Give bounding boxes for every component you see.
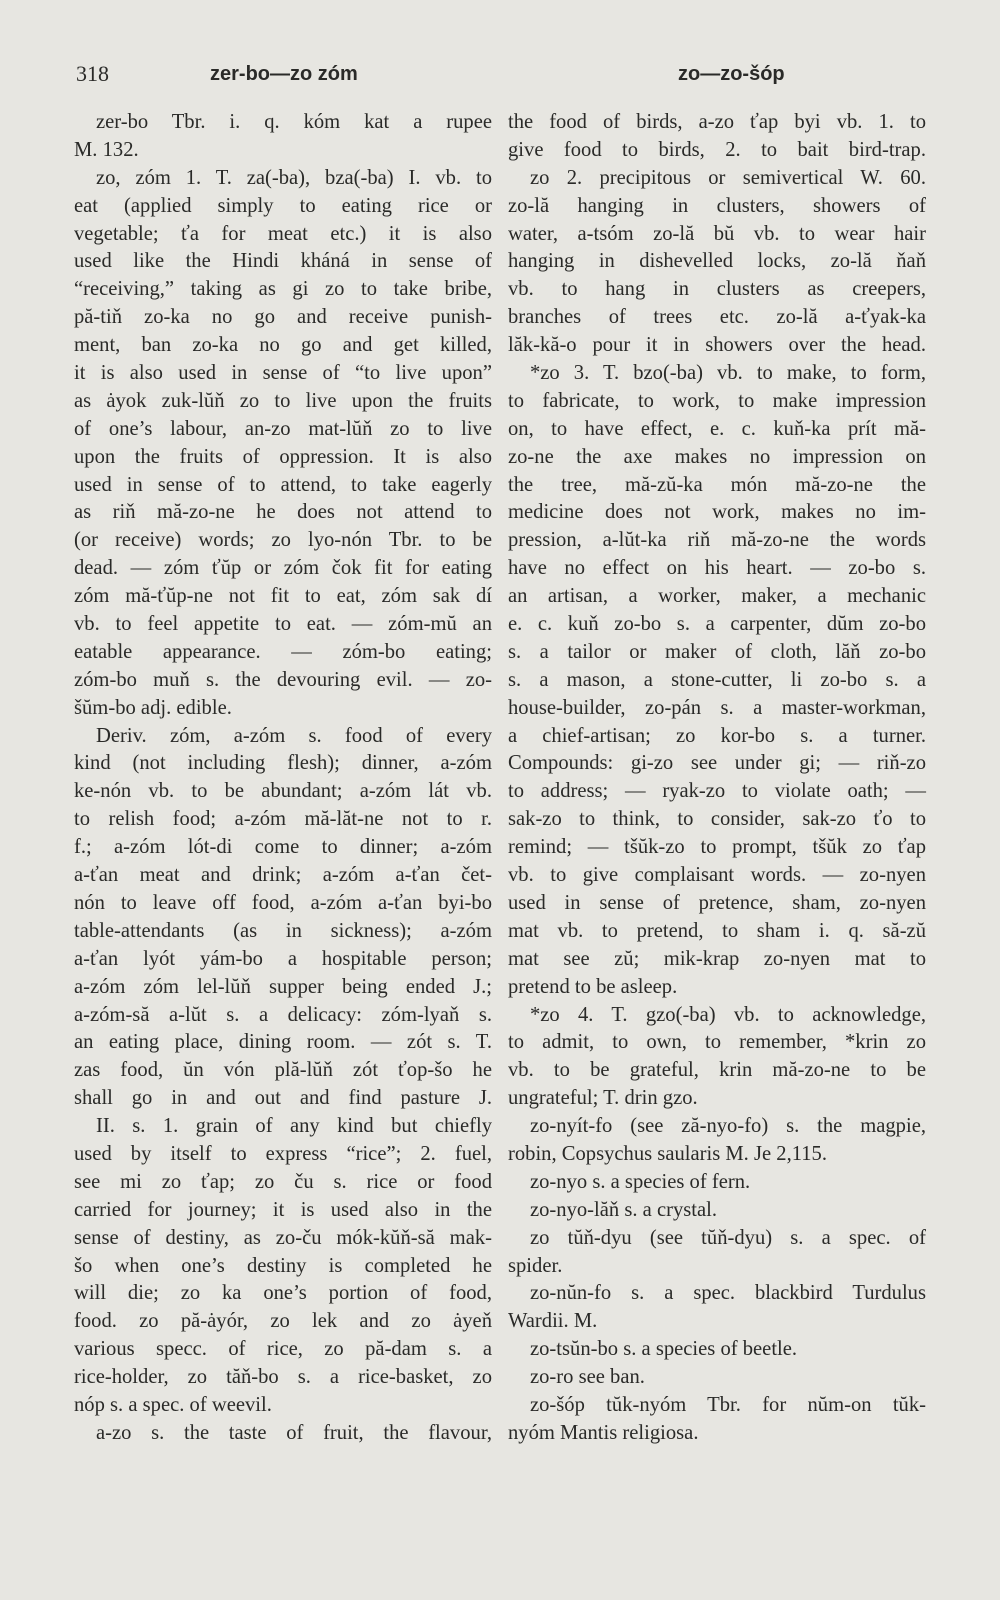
- text-line: ke-nón vb. to be abundant; a-zóm lát vb.: [74, 780, 492, 803]
- text-line: eatable appearance. — zóm-bo eating;: [74, 640, 492, 663]
- text-line: zer-bo Tbr. i. q. kóm kat a rupee: [96, 111, 492, 133]
- text-line: sak-zo to think, to consider, sak-zo ťo to: [508, 808, 926, 831]
- text-line: rice-holder, zo tăň-bo s. a rice-basket, zo: [74, 1366, 492, 1389]
- text-line: zo-tsŭn-bo s. a species of beetle.: [530, 1338, 798, 1361]
- text-line: on, to have effect, e. c. kuň-ka prít mă-: [508, 417, 926, 440]
- text-line: šo when one’s destiny is completed he: [74, 1254, 492, 1277]
- text-line: eat (applied simply to eating rice or: [74, 194, 492, 217]
- text-line: vb. to give complaisant words. — zo-nyen: [508, 864, 926, 887]
- text-line: vb. to hang in clusters as creepers,: [508, 278, 926, 301]
- text-line: a-ťan meat and drink; a-zóm a-ťan čet-: [74, 864, 492, 887]
- text-line: to admit, to own, to remember, *krin zo: [508, 1031, 926, 1054]
- text-line: have no effect on his heart. — zo-bo s.: [508, 557, 926, 580]
- text-line: šŭm-bo adj. edible.: [74, 696, 232, 719]
- text-line: a-zo s. the taste of fruit, the flavour,: [96, 1421, 492, 1444]
- text-line: as ȧyok zuk-lŭň zo to live upon the fruits: [74, 389, 492, 412]
- left-column: [74, 109, 492, 1448]
- text-line: pretend to be asleep.: [508, 975, 678, 998]
- text-line: vb. to feel appetite to eat. — zóm-mŭ an: [74, 613, 492, 636]
- text-line: sense of destiny, as zo-ču mók-kŭň-să mak-: [74, 1226, 492, 1249]
- text-line: branches of trees etc. zo-lă a-ťyak-ka: [508, 306, 926, 329]
- text-line: zo-ne the axe makes no impression on: [508, 445, 926, 468]
- text-line: an eating place, dining room. — zót s. T.: [74, 1031, 492, 1054]
- text-line: spider.: [508, 1254, 563, 1277]
- text-line: house-builder, zo-pán s. a master-workman,: [508, 696, 926, 719]
- text-line: Compounds: gi-zo see under gi; — riň-zo: [508, 752, 926, 775]
- page-number: 318: [76, 61, 109, 86]
- text-line: to address; — ryak-zo to violate oath; —: [508, 780, 926, 803]
- text-line: zo, zóm 1. T. za(-ba), bza(-ba) I. vb. to: [96, 166, 492, 189]
- text-line: shall go in and out and find pasture J.: [74, 1087, 492, 1110]
- text-line: the food of birds, a-zo ťap byi vb. 1. to: [508, 111, 926, 133]
- text-line: of one’s labour, an-zo mat-lŭň zo to live: [74, 417, 492, 440]
- right-column: [508, 109, 926, 1448]
- text-line: mat vb. to pretend, to sham i. q. să-zŭ: [508, 919, 926, 942]
- text-line: zo-lă hanging in clusters, showers of: [508, 194, 926, 217]
- text-line: *zo 3. T. bzo(-ba) vb. to make, to form,: [530, 362, 926, 385]
- text-line: hanging in dishevelled locks, zo-lă ňaň: [508, 250, 926, 273]
- text-line: it is also used in sense of “to live upon”: [74, 362, 492, 385]
- text-line: carried for journey; it is used also in the: [74, 1198, 492, 1221]
- text-line: Wardii. M.: [508, 1310, 598, 1333]
- text-line: various specc. of rice, zo pă-dam s. a: [74, 1338, 492, 1361]
- text-line: water, a-tsóm zo-lă bŭ vb. to wear hair: [508, 222, 926, 245]
- text-line: the tree, mă-zŭ-ka món mă-zo-ne the: [508, 473, 926, 496]
- text-line: table-attendants (as in sickness); a-zóm: [74, 919, 492, 942]
- text-line: nyóm Mantis religiosa.: [508, 1421, 699, 1444]
- text-line: “receiving,” taking as gi zo to take bribe,: [74, 278, 492, 301]
- text-line: to relish food; a-zóm mă-lăt-ne not to r.: [74, 808, 492, 831]
- text-line: see mi zo ťap; zo ču s. rice or food: [74, 1170, 492, 1193]
- text-line: kind (not including flesh); dinner, a-zóm: [74, 752, 492, 775]
- text-line: used like the Hindi kháná in sense of: [74, 250, 492, 273]
- text-line: zóm-bo muň s. the devouring evil. — zo-: [74, 668, 492, 691]
- text-line: mat see zŭ; mik-krap zo-nyen mat to: [508, 947, 926, 970]
- text-line: medicine does not work, makes no im-: [508, 501, 926, 524]
- text-line: II. s. 1. grain of any kind but chiefly: [96, 1115, 492, 1138]
- text-line: Deriv. zóm, a-zóm s. food of every: [96, 724, 492, 747]
- text-line: a-zóm zóm lel-lŭň supper being ended J.;: [74, 975, 492, 998]
- text-line: ment, ban zo-ka no go and get killed,: [74, 334, 492, 357]
- text-line: e. c. kuň zo-bo s. a carpenter, dŭm zo-bo: [508, 613, 926, 636]
- text-line: dead. — zóm ťŭp or zóm čok fit for eating: [74, 557, 492, 580]
- text-line: (or receive) words; zo lyo-nón Tbr. to be: [74, 529, 492, 552]
- text-line: give food to birds, 2. to bait bird-trap.: [508, 138, 926, 161]
- text-line: lăk-kă-o pour it in showers over the head.: [508, 334, 926, 357]
- text-line: zas food, ŭn vón plă-lŭň zót ťop-šo he: [74, 1059, 492, 1082]
- text-line: zo-nyo-lăň s. a crystal.: [530, 1198, 717, 1221]
- text-line: robin, Copsychus saularis M. Je 2,115.: [508, 1142, 827, 1165]
- text-line: *zo 4. T. gzo(-ba) vb. to acknowledge,: [530, 1003, 926, 1026]
- text-line: M. 132.: [74, 138, 139, 161]
- text-line: zo-šóp tŭk-nyóm Tbr. for nŭm-on tŭk-: [530, 1393, 926, 1416]
- text-line: s. a mason, a stone-cutter, li zo-bo s. a: [508, 668, 926, 691]
- text-line: a-ťan lyót yám-bo a hospitable person;: [74, 947, 492, 970]
- text-line: zo-nŭn-fo s. a spec. blackbird Turdulus: [530, 1282, 926, 1305]
- text-line: will die; zo ka one’s portion of food,: [74, 1282, 492, 1305]
- text-line: used in sense of pretence, sham, zo-nyen: [508, 891, 926, 914]
- text-line: zo tŭň-dyu (see tŭň-dyu) s. a spec. of: [530, 1226, 926, 1249]
- text-line: a-zóm-să a-lŭt s. a delicacy: zóm-lyaň s.: [74, 1003, 492, 1026]
- text-line: zóm mă-ťŭp-ne not fit to eat, zóm sak dí: [74, 585, 492, 608]
- text-line: food. zo pă-ȧyór, zo lek and zo ȧyeň: [74, 1310, 492, 1333]
- text-line: f.; a-zóm lót-di come to dinner; a-zóm: [74, 836, 492, 859]
- text-line: pression, a-lŭt-ka riň mă-zo-ne the words: [508, 529, 926, 552]
- left-running-head: zer-bo—zo zóm: [210, 63, 358, 85]
- text-line: nóp s. a spec. of weevil.: [74, 1393, 272, 1416]
- text-line: zo 2. precipitous or semivertical W. 60.: [530, 166, 926, 189]
- text-line: ungrateful; T. drin gzo.: [508, 1087, 698, 1110]
- text-line: s. a tailor or maker of cloth, lăň zo-bo: [508, 640, 926, 663]
- text-line: an artisan, a worker, maker, a mechanic: [508, 585, 926, 608]
- text-line: zo-ro see ban.: [530, 1366, 645, 1389]
- text-line: a chief-artisan; zo kor-bo s. a turner.: [508, 724, 926, 747]
- text-line: vegetable; ťa for meat etc.) it is also: [74, 222, 492, 245]
- text-line: used in sense of to attend, to take eagerly: [74, 473, 492, 496]
- text-line: pă-tiň zo-ka no go and receive punish-: [74, 306, 492, 329]
- text-line: zo-nyít-fo (see ză-nyo-fo) s. the magpie,: [530, 1115, 926, 1138]
- text-line: to fabricate, to work, to make impression: [508, 389, 926, 412]
- right-running-head: zo—zo-šóp: [678, 63, 785, 85]
- text-line: vb. to be grateful, krin mă-zo-ne to be: [508, 1059, 926, 1082]
- text-line: upon the fruits of oppression. It is also: [74, 445, 492, 468]
- text-line: zo-nyo s. a species of fern.: [530, 1170, 751, 1193]
- text-line: nón to leave off food, a-zóm a-ťan byi-bo: [74, 891, 492, 914]
- text-line: as riň mă-zo-ne he does not attend to: [74, 501, 492, 524]
- text-line: used by itself to express “rice”; 2. fuel,: [74, 1142, 492, 1165]
- text-line: remind; — tšŭk-zo to prompt, tšŭk zo ťap: [508, 836, 926, 859]
